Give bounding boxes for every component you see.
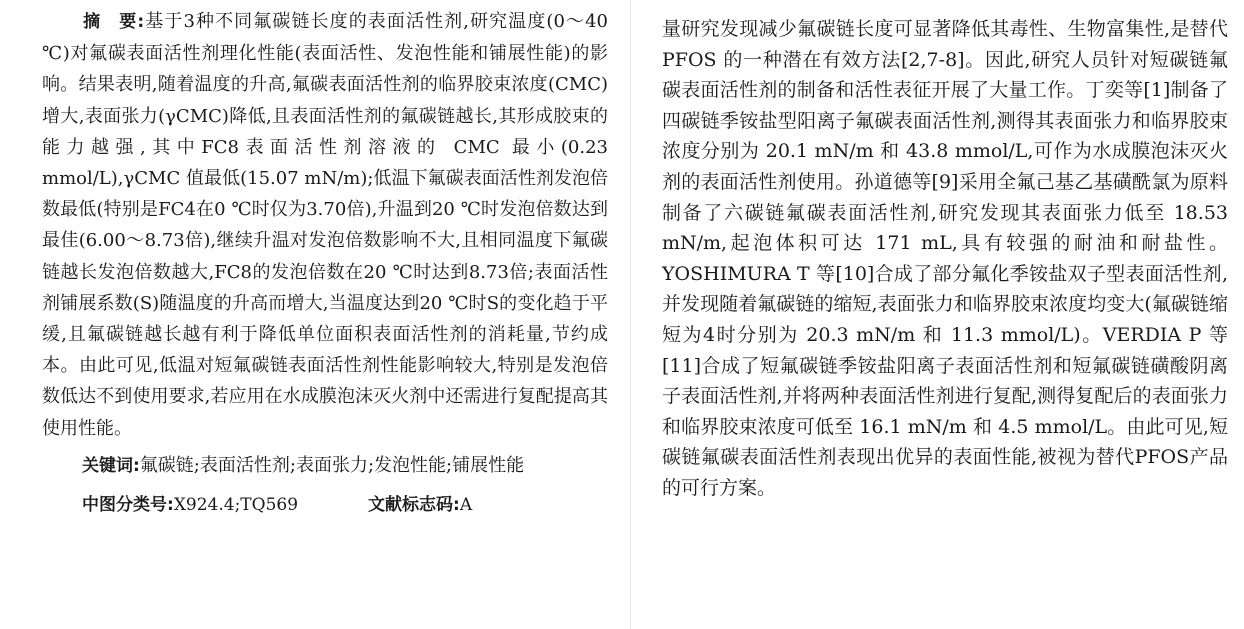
doc-code-label: 文献标志码: <box>368 495 460 516</box>
keywords-paragraph <box>42 450 608 482</box>
keywords-text: 氟碳链;表面活性剂;表面张力;发泡性能;铺展性能 <box>139 454 525 476</box>
column-divider <box>630 0 631 629</box>
clc-label: 中图分类号: <box>82 495 174 516</box>
clc-value: X924.4;TQ569 <box>173 495 299 516</box>
abstract-text: 基于3种不同氟碳链长度的表面活性剂,研究温度(0～40 ℃)对氟碳表面活性剂理化性能(表面活性、发泡性能和铺展性能)的影响。结果表明,随着温度的升高,氟碳表面活性剂的临界胶束浓度(CMC)增大,表面张力(γCMC)降低,且表面活性剂的氟碳链越长,其形成胶束的能力越强,其中FC8表面活性剂溶液的 CMC 最小(0.23 mmol/L),γCMC 值最低(15.07 mN/m);低温下氟碳表面活性剂发泡倍数最低(特别是FC4在0 ℃时仅为3.70倍),升温到20 ℃时发泡倍数达到最佳(6.00～8.73倍),继续升温对发泡倍数影响不大,且相同温度下氟碳链越长发泡倍数越大,FC8的发泡倍数在20 ℃时达到8.73倍;表面活性剂铺展系数(S)随温度的升高而增大,当温度达到20 ℃时S的变化趋于平缓,且氟碳链越长越有利于降低单位面积表面活性剂的消耗量,节约成本。由此可见,低温对短氟碳链表面活性剂性能影响较大,特别是发泡倍数低达不到使用要求,若应用在水成膜泡沫灭火剂中还需进行复配提高其使用性能。 <box>42 11 608 439</box>
doc-code-value: A <box>459 495 473 516</box>
body-paragraph: 量研究发现减少氟碳链长度可显著降低其毒性、生物富集性,是替代 PFOS 的一种潜在有效方法[2,7-8]。因此,研究人员针对短碳链氟碳表面活性剂的制备和活性表征开展了大量工作。丁奕等[1]制备了四碳链季铵盐型阳离子氟碳表面活性剂,测得其表面张力和临界胶束浓度分别为 20.1 mN/m 和 43.8 mmol/L,可作为水成膜泡沫灭火剂的表面活性剂使用。孙道德等[9]采用全氟己基乙基磺酰氯为原料制备了六碳链氟碳表面活性剂,研究发现其表面张力低至 18.53 mN/m,起泡体积可达 171 mL,具有较强的耐油和耐盐性。YOSHIMURA T 等[10]合成了部分氟化季铵盐双子型表面活性剂,并发现随着氟碳链的缩短,表面张力和临界胶束浓度均变大(氟碳链缩短为4时分别为 20.3 mN/m 和 11.3 mmol/L)。VERDIA P 等[11]合成了短氟碳链季铵盐阳离子表面活性剂和短氟碳链磺酸阴离子表面活性剂,并将两种表面活性剂进行复配,测得复配后的表面张力和临界胶束浓度可低至 16.1 mN/m 和 4.5 mmol/L。由此可见,短碳链氟碳表面活性剂表现出优异的表面性能,被视为替代PFOS产品的可行方案。 <box>662 18 1228 499</box>
abstract-label: 摘 要: <box>82 12 145 32</box>
body-column <box>662 14 1228 504</box>
classification-line <box>42 490 608 521</box>
abstract-paragraph <box>42 6 608 444</box>
abstract-column <box>42 6 608 521</box>
keywords-label: 关键词: <box>82 455 140 476</box>
